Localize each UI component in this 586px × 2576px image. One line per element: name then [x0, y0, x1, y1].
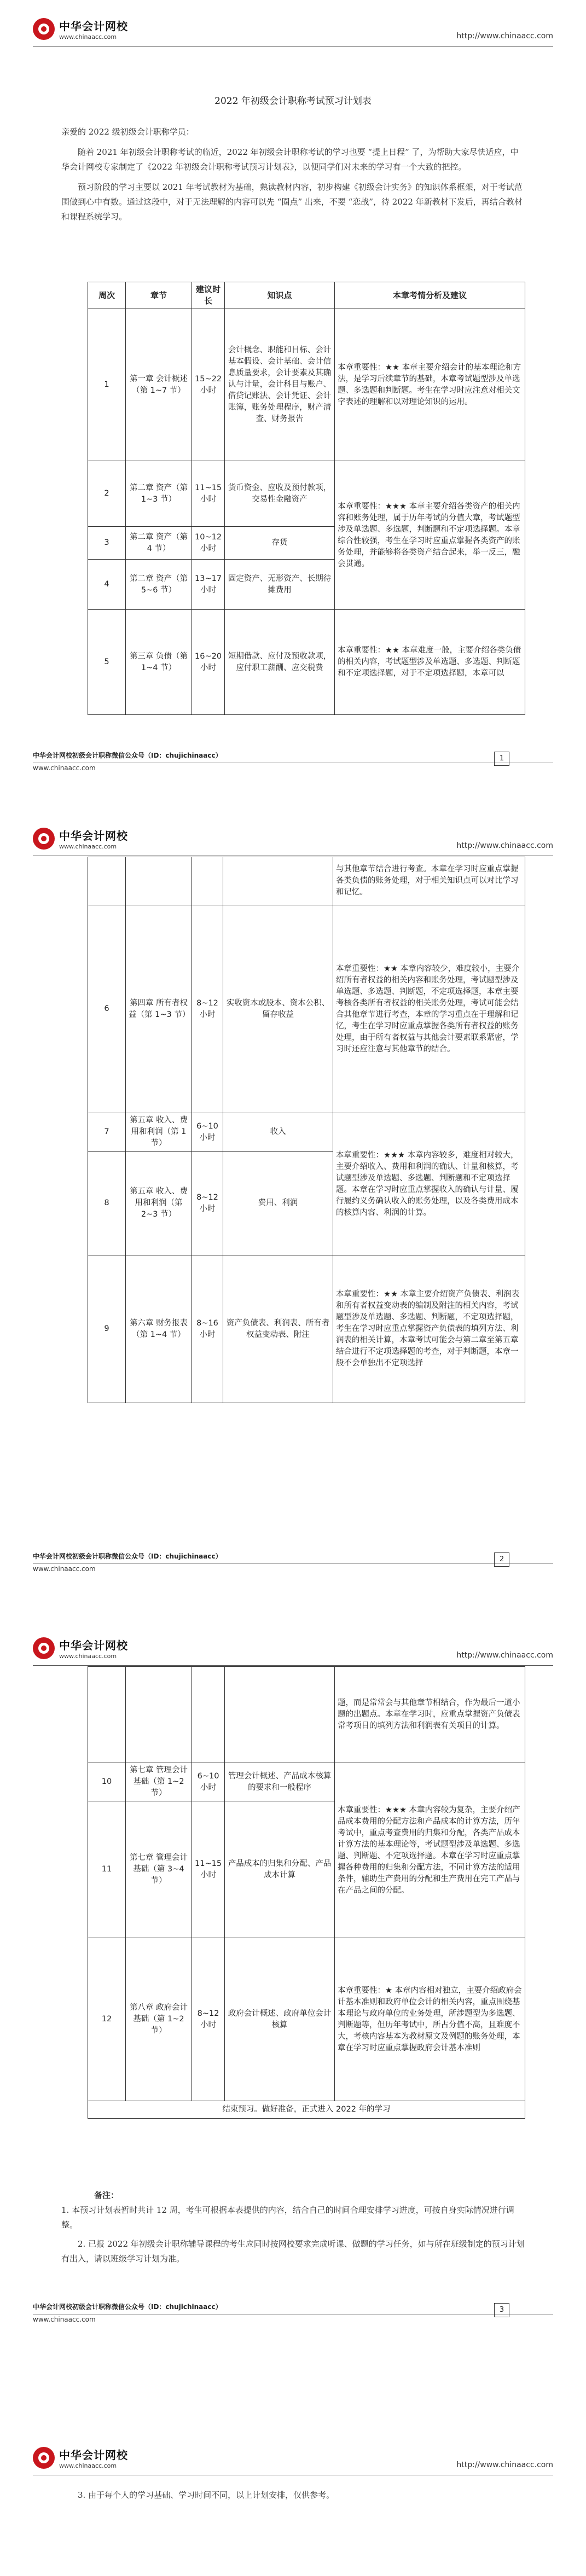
knowledge-cell: 短期借款、应付及预收款项，应付职工薪酬、应交税费	[225, 610, 335, 715]
intro-paragraph: 随着 2021 年初级会计职称考试的临近，2022 年初级会计职称考试的学习也要 “提上日程” 了，为帮助大家尽快适应，中华会计网校专家制定了《2022 年初级会计职称考试预习计划表》，以便同学们对未来的学习有一个大致的把控。	[61, 147, 519, 172]
logo	[33, 2446, 128, 2469]
col-header: 章节	[126, 282, 192, 309]
logo	[33, 18, 128, 40]
page-footer	[33, 751, 553, 778]
logo-en: www.chinaacc.com	[59, 843, 117, 850]
note-item: 1. 本预习计划表暂时共计 12 周，考生可根据本表提供的内容，结合自己的时间合理安排学习进度，可按自身实际情况进行调整。	[61, 2205, 514, 2230]
table-row	[88, 461, 525, 527]
footer-url[interactable]: www.chinaacc.com	[33, 2316, 96, 2323]
plan-table-continued	[88, 1666, 525, 2119]
notes-continued	[61, 2488, 525, 2507]
table-row	[88, 1667, 525, 1763]
week-cell: 4	[88, 560, 126, 610]
end-row: 结束预习。做好准备，正式进入 2022 年的学习	[88, 2101, 525, 2119]
knowledge-cell: 存货	[225, 527, 335, 560]
chapter-cell: 第三章 负债（第 1~4 节）	[126, 610, 192, 715]
chapter-cell: 第四章 所有者权益（第 1~3 节）	[126, 905, 192, 1113]
greeting: 亲爱的 2022 级初级会计职称学员：	[61, 127, 194, 137]
analysis-cell: 本章重要性：★★ 本章难度一般，主要介绍各类负债的相关内容，考试题型涉及单选题、多选题、判断题和不定项选择题，对于不定项选择题，本章可以	[335, 610, 525, 715]
chapter-cell: 第八章 政府会计基础（第 1~2 节）	[126, 1938, 192, 2101]
chapter-cell: 第六章 财务报表（第 1~4 节）	[126, 1255, 192, 1403]
plan-table-continued	[88, 857, 525, 1403]
header-url[interactable]: http://www.chinaacc.com	[456, 2461, 553, 2469]
time-cell: 10~12 小时	[192, 527, 225, 560]
page-number: 1	[494, 752, 509, 766]
page-2	[0, 810, 586, 1619]
knowledge-cell: 费用、利润	[223, 1152, 333, 1255]
footer-wechat: 中华会计网校初级会计职称微信公众号（ID：chujichinaacc）	[33, 1552, 222, 1560]
page-4	[0, 2429, 586, 2576]
time-cell: 13~17 小时	[192, 560, 225, 610]
table-row	[88, 905, 525, 1113]
time-cell: 15~22 小时	[192, 309, 225, 461]
time-cell: 8~12 小时	[192, 1938, 225, 2101]
footer-wechat: 中华会计网校初级会计职称微信公众号（ID：chujichinaacc）	[33, 752, 222, 759]
time-cell: 16~20 小时	[192, 610, 225, 715]
table-row	[88, 857, 525, 905]
knowledge-cell: 产品成本的归集和分配、产品成本计算	[225, 1801, 335, 1938]
note-item: 3. 由于每个人的学习基础、学习时间不同，以上计划安排，仅供参考。	[78, 2490, 335, 2500]
analysis-cell: 本章重要性：★★ 本章内容较少，难度较小，主要介绍所有者权益的相关内容和账务处理，考试题型涉及单选题、多选题、判断题，不定项选择题，本章主要考核各类所有者权益的相关账务处理，考试可能会结合其他章节进行考查，本章的学习重点在于理解和记忆，考生在学习时应重点掌握各类所有者权益的账务处理，由于所有者权益与其他会计要素联系紧密，学习时还应注意与其他章节的结合。	[333, 905, 525, 1113]
knowledge-cell: 会计概念、职能和目标、会计基本假设、会计基础、会计信息质量要求，会计要素及其确认与计量，会计科目与账户、借贷记账法、会计凭证、会计账簿，账务处理程序，财产清查、财务报告	[225, 309, 335, 461]
chapter-cell: 第五章 收入、费用和利润（第 2~3 节）	[126, 1152, 192, 1255]
logo-icon	[33, 2447, 55, 2469]
analysis-cell: 题，而是常常会与其他章节相结合，作为最后一道小题的出题点。本章在学习时，应重点掌握资产负债表常考项目的填列方法和利润表有关项目的计算。	[335, 1667, 525, 1763]
week-cell: 7	[88, 1113, 126, 1152]
logo	[33, 827, 128, 850]
week-cell: 10	[88, 1763, 126, 1801]
chapter-cell: 第二章 资产（第 5~6 节）	[126, 560, 192, 610]
week-cell: 8	[88, 1152, 126, 1255]
page-header	[33, 2444, 553, 2475]
analysis-text: 本章在学习时应重点掌握各种费用的归集和分配方法，不同计算方法的适用条件，辅助生产费用的分配和生产费用在完工产品与在产品之间的分配。	[338, 1851, 520, 1895]
logo-cn: 中华会计网校	[59, 1639, 128, 1652]
week-cell: 12	[88, 1938, 126, 2101]
page-footer	[33, 2302, 553, 2329]
week-cell: 11	[88, 1801, 126, 1938]
time-cell: 8~16 小时	[192, 1255, 223, 1403]
chapter-cell: 第七章 管理会计基础（第 1~2 节）	[126, 1763, 192, 1801]
logo-en: www.chinaacc.com	[59, 2462, 117, 2469]
week-cell: 1	[88, 309, 126, 461]
time-cell: 8~12 小时	[192, 905, 223, 1113]
notes-title: 备注：	[94, 2190, 119, 2200]
page-header	[33, 825, 553, 856]
knowledge-cell: 固定资产、无形资产、长期待摊费用	[225, 560, 335, 610]
logo-icon	[33, 18, 55, 40]
col-header: 周次	[88, 282, 126, 309]
chapter-cell: 第七章 管理会计基础（第 3~4 节）	[126, 1801, 192, 1938]
chapter-cell: 第一章 会计概述（第 1~7 节）	[126, 309, 192, 461]
analysis-cell: 本章重要性：★★ 本章主要介绍资产负债表、利润表和所有者权益变动表的编制及附注的相关内容，考试题型涉及单选题、多选题、判断题，不定项选择题，考生在学习时应重点掌握资产负债表的填列方法、利润表的相关计算，本章考试可能会与第二章至第五章结合进行不定项选择题的考查，对于判断题，本章一般不会单独出不定项选择	[333, 1255, 525, 1403]
footer-wechat: 中华会计网校初级会计职称微信公众号（ID：chujichinaacc）	[33, 2303, 222, 2311]
logo-cn: 中华会计网校	[59, 829, 128, 842]
analysis-cell: 本章重要性：★ 本章内容相对独立，主要介绍政府会计基本准则和政府单位会计的相关内容，重点围绕基本理论与政府单位的业务处理，所涉题型为多选题、判断题等，但历年考试中，所占分值不高，且难度不大，考核内容基本为教材原文及例题的账务处理，本章在学习时应重点掌握政府会计基本准则	[335, 1938, 525, 2101]
time-cell: 8~12 小时	[192, 1152, 223, 1255]
analysis-cell	[333, 1113, 525, 1255]
analysis-text: 本章综合性较强，考生在学习时应重点掌握各类资产的账务处理，并能够将各类资产结合起来，举一反三，融会贯通。	[338, 525, 520, 568]
page-3	[0, 1619, 586, 2429]
notes	[61, 2188, 525, 2271]
chapter-cell: 第五章 收入、费用和利润（第 1 节）	[126, 1113, 192, 1152]
table-header-row	[88, 282, 525, 309]
knowledge-cell: 政府会计概述、政府单位会计核算	[225, 1938, 335, 2101]
logo	[33, 1637, 128, 1660]
time-cell: 6~10 小时	[192, 1113, 223, 1152]
intro-text	[61, 125, 525, 230]
chapter-cell: 第二章 资产（第 1~3 节）	[126, 461, 192, 527]
time-cell: 11~15 小时	[192, 461, 225, 527]
week-cell: 5	[88, 610, 126, 715]
logo-cn: 中华会计网校	[59, 2449, 128, 2462]
page-1	[0, 0, 586, 810]
table-row	[88, 1255, 525, 1403]
logo-icon	[33, 828, 55, 850]
analysis-text: 本章在学习时应重点掌握收入的确认与计量、履行履约义务确认收入的账务处理，以及各类费用成本的核算内容、利润的计算。	[336, 1185, 519, 1217]
knowledge-cell: 管理会计概述、产品成本核算的要求和一般程序	[225, 1763, 335, 1801]
logo-icon	[33, 1637, 55, 1659]
header-url[interactable]: http://www.chinaacc.com	[456, 32, 553, 40]
week-cell: 2	[88, 461, 126, 527]
intro-paragraph: 预习阶段的学习主要以 2021 年考试教材为基础，熟读教材内容，初步构建《初级会计实务》的知识体系框架，对于考试范围做到心中有数。通过这段中，对于无法理解的内容可以先 “圈点” 出来，不要 “恋战”，待 2022 年新教材下发后，再结合教材和课程系统学习。	[61, 182, 523, 222]
analysis-text: 本章重要性：★★★ 本章内容较为复杂，主要介绍产品成本费用的分配方法和产品成本的计算方法，历年考试中，重点考查费用的归集和分配，各类产品成本计算方法的基本理论等，考试题型涉及单选题、多选题、判断题、不定项选择题。	[338, 1805, 520, 1860]
knowledge-cell: 资产负债表、利润表、所有者权益变动表、附注	[223, 1255, 333, 1403]
analysis-cell: 本章重要性：★★ 本章主要介绍会计的基本理论和方法，是学习后续章节的基础，本章考试题型涉及单选题、多选题和判断题。考生在学习时应注意对相关文字表述的理解和以对理论知识的运用。	[335, 309, 525, 461]
week-cell: 3	[88, 527, 126, 560]
knowledge-cell: 货币资金、应收及预付款项，交易性金融资产	[225, 461, 335, 527]
col-header: 建议时长	[192, 282, 225, 309]
knowledge-cell: 实收资本或股本、资本公积、留存收益	[223, 905, 333, 1113]
analysis-cell: 与其他章节结合进行考查。本章在学习时应重点掌握各类负债的账务处理，对于相关知识点可以对比学习和记忆。	[333, 857, 525, 905]
analysis-cell	[335, 1763, 525, 1938]
logo-en: www.chinaacc.com	[59, 33, 117, 40]
document-title: 2022 年初级会计职称考试预习计划表	[214, 96, 372, 107]
table-row	[88, 610, 525, 715]
time-cell: 11~15 小时	[192, 1801, 225, 1938]
table-row	[88, 1938, 525, 2101]
table-row	[88, 1763, 525, 1801]
week-cell: 9	[88, 1255, 126, 1403]
table-row	[88, 1113, 525, 1152]
note-item: 2. 已报 2022 年初级会计职称辅导课程的考生应同时按网校要求完成听课、做题的学习任务，如与所在班级制定的预习计划有出入，请以班级学习计划为准。	[61, 2239, 525, 2264]
time-cell: 6~10 小时	[192, 1763, 225, 1801]
analysis-text: 本章重要性：★★★ 本章主要介绍各类资产的相关内容和账务处理，属于历年考试的分值大章，考试题型涉及单选题、多选题，判断题和不定项选择题。	[338, 502, 520, 534]
analysis-cell	[335, 461, 525, 610]
table-row	[88, 2101, 525, 2119]
header-url[interactable]: http://www.chinaacc.com	[456, 1651, 553, 1660]
analysis-text: 本章重要性：★★★ 本章内容较多，难度相对较大，主要介绍收入、费用和利润的确认、计量和核算，考试题型涉及单选题、多选题、判断题和不定项选择题。	[336, 1150, 519, 1194]
footer-url[interactable]: www.chinaacc.com	[33, 1565, 96, 1573]
page-number: 3	[494, 2303, 509, 2317]
page-header	[33, 1635, 553, 1666]
plan-table	[88, 282, 525, 715]
page-number: 2	[494, 1552, 509, 1567]
chapter-cell: 第二章 资产（第 4 节）	[126, 527, 192, 560]
page-header	[33, 15, 553, 46]
col-header: 本章考情分析及建议	[335, 282, 525, 309]
logo-en: www.chinaacc.com	[59, 1653, 117, 1660]
week-cell: 6	[88, 905, 126, 1113]
logo-cn: 中华会计网校	[59, 20, 128, 33]
footer-url[interactable]: www.chinaacc.com	[33, 764, 96, 772]
col-header: 知识点	[225, 282, 335, 309]
header-url[interactable]: http://www.chinaacc.com	[456, 841, 553, 850]
table-row	[88, 309, 525, 461]
page-footer	[33, 1551, 553, 1579]
knowledge-cell: 收入	[223, 1113, 333, 1152]
